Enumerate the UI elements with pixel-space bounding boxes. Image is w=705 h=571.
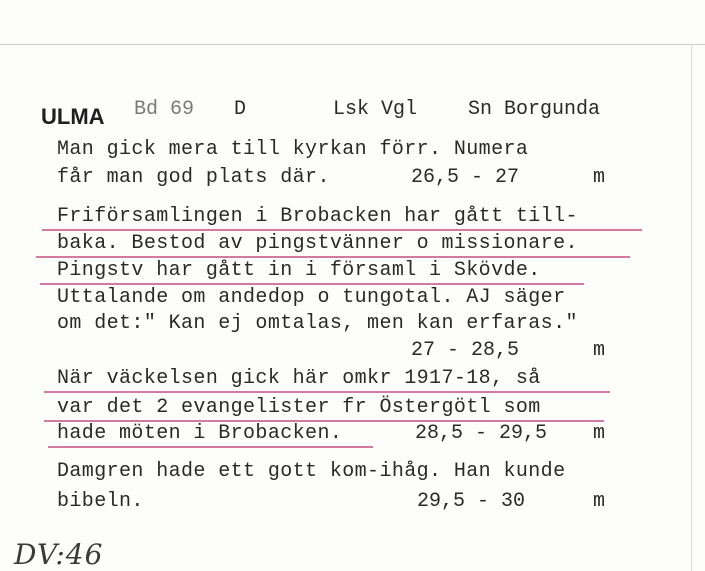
entry-2-line-3: Pingstv har gått in i församl i Skövde. [57,259,541,282]
entry-1-page-range: 26,5 - 27 [411,166,520,189]
entry-3-page-range: 28,5 - 29,5 [415,422,548,445]
entry-4-unit: m [593,490,606,513]
handwritten-signature: DV:46 [14,538,104,571]
volume-number: Bd 69 [134,98,195,121]
entry-2-underline-2 [36,256,630,258]
entry-3-underline-3 [48,446,373,448]
parish-label: Sn Borgunda [468,98,601,121]
entry-2-line-2: baka. Bestod av pingstvänner o missionare. [57,232,578,255]
entry-2-underline-1 [42,229,642,231]
entry-3-underline-1 [44,391,610,393]
entry-1-line-2: får man god plats där. [57,166,330,189]
card-top-edge [0,44,705,45]
entry-2-underline-3 [40,283,584,285]
section-letter: D [234,98,247,121]
card-right-edge [691,44,692,571]
entry-1-unit: m [593,166,606,189]
entry-3-line-3: hade möten i Brobacken. [57,422,343,445]
entry-1-line-1: Man gick mera till kyrkan förr. Numera [57,138,529,161]
entry-3-unit: m [593,422,606,445]
entry-2-page-range: 27 - 28,5 [411,339,520,362]
entry-2-line-5: om det:" Kan ej omtalas, men kan erfaras." [57,312,578,335]
entry-3-line-2: var det 2 evangelister fr Östergötl som [57,396,541,419]
entry-4-line-2: bibeln. [57,490,144,513]
entry-4-line-1: Damgren hade ett gott kom-ihåg. Han kunde [57,460,566,483]
entry-2-unit: m [593,339,606,362]
entry-4-page-range: 29,5 - 30 [417,490,526,513]
entry-2-line-1: Friförsamlingen i Brobacken har gått till- [57,205,578,228]
entry-3-line-1: När väckelsen gick här omkr 1917-18, så [57,367,541,390]
county-label: Lsk Vgl [333,98,418,121]
entry-2-line-4: Uttalande om andedop o tungotal. AJ säger [57,286,566,309]
archive-code: ULMA [41,104,105,129]
